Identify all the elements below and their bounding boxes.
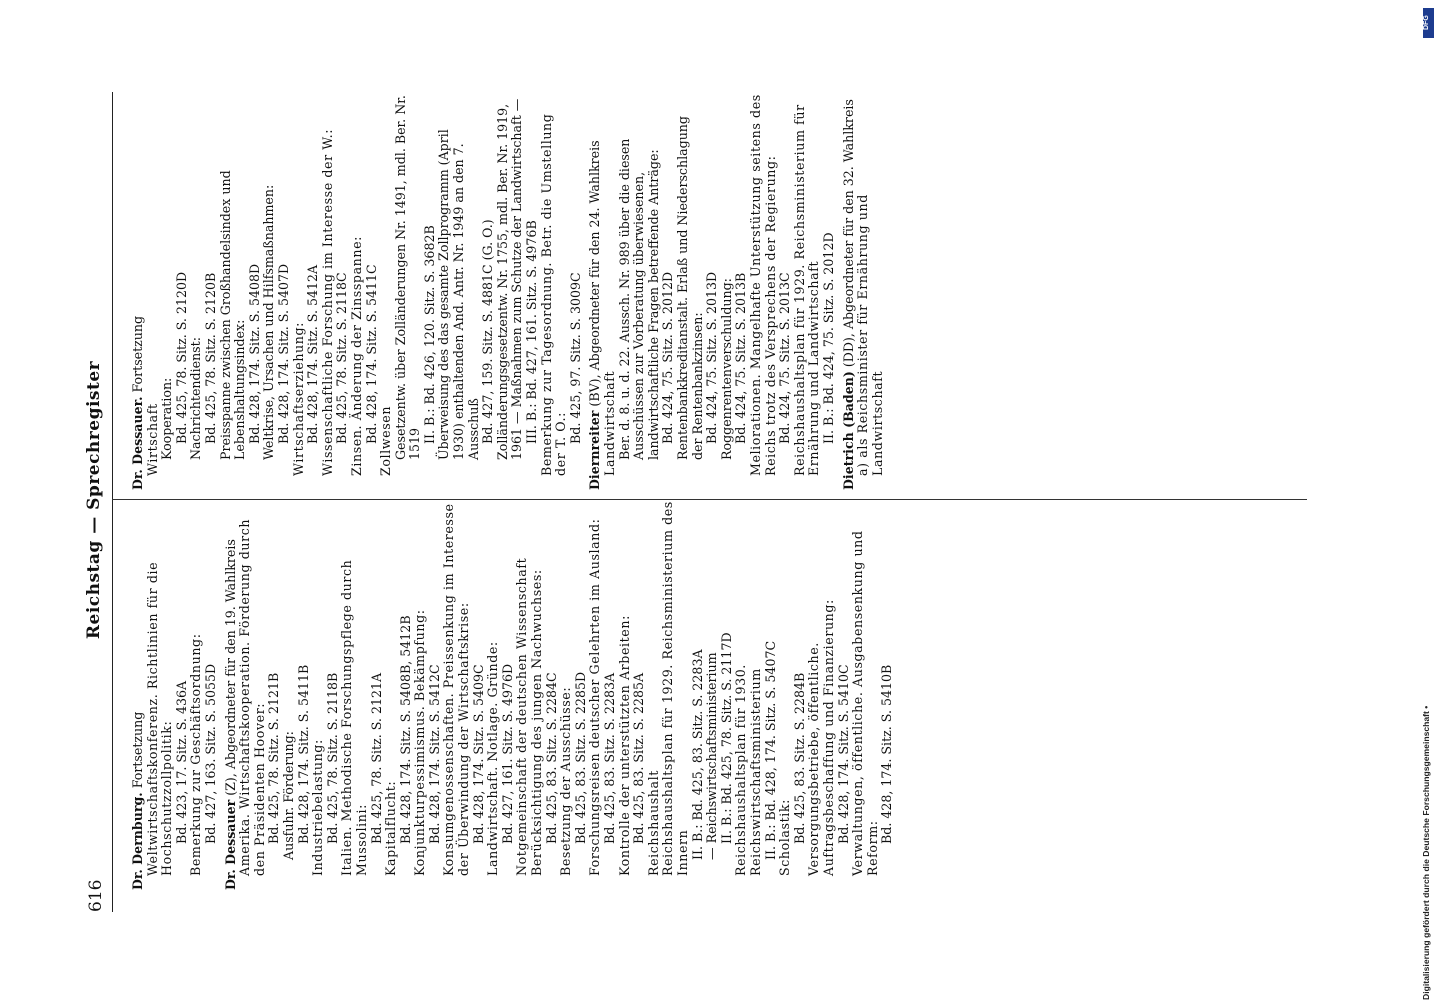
header-rule: [112, 92, 113, 912]
speaker-name: Dietrich (Baden): [840, 371, 856, 490]
speaker-name: Diernreiter: [587, 410, 603, 490]
reference-line: Bd. 428, 174. Sitz. S. 5410C: [835, 664, 851, 844]
topic-line: Weltkrise, Ursachen und Hilfsmaßnahmen:: [261, 184, 277, 460]
speaker-info: Fortsetzung: [130, 315, 145, 397]
topic-line: Konsumgenossenschaften. Preissenkung im Interesse der Überwindung der Wirtschaftskrise:: [441, 503, 472, 876]
topic-line: Konjunkturpessimismus. Bekämpfung:: [412, 609, 428, 876]
reference-line: Bd. 425, 78. Sitz. S. 2120B: [202, 272, 218, 444]
reference-line: Bd. 425, 78. Sitz. S. 2121B: [266, 672, 282, 844]
speaker-info: (DD), Abgeordneter für den 32. Wahlkreis: [840, 99, 856, 372]
reference-line: Bd. 424, 75. Sitz. S. 2013C: [777, 272, 793, 444]
topic-line: Ausfuhr. Förderung:: [280, 731, 296, 860]
topic-line: Wissenschaftliche Forschung im Interesse der W.:: [319, 128, 335, 476]
reference-line: Bd. 428, 174. Sitz. S. 5408B, 5412B: [397, 615, 413, 844]
topic-line: Reichshaushaltsplan für 1930. Reichswirtschaftsministerium: [733, 664, 763, 876]
topic-line: II. B.: Bd. 425, 83. Sitz. S. 2283A: [689, 649, 705, 860]
topic-line: Landwirtschaft. Notlage. Gründe:: [485, 641, 501, 876]
entry-heading: [131, 494, 146, 890]
reference-line: II. B.: Bd. 425, 78. Sitz. S. 2117D: [718, 632, 734, 844]
topic-line: Reichshaushaltsplan für 1929. Reichsministerium für Ernährung und Landwirtschaft: [791, 104, 822, 476]
entry-heading: [224, 494, 239, 890]
topic-line: Zollwesen: [378, 405, 394, 476]
topic-line: Besetzung der Ausschüsse:: [558, 686, 574, 876]
reference-line: Bd. 428, 174. Sitz. S. 5412C: [426, 664, 442, 844]
topic-line: Versorgungsbetriebe, öffentliche. Auftragsbeschaffung und Finanzierung:: [806, 599, 836, 876]
speaker-name: Dr. Dernburg.: [130, 792, 145, 890]
reference-line: Bd. 428, 174. Sitz. S. 5409C: [470, 664, 486, 844]
reference-line: Bd. 427, 161. Sitz. S. 4976D: [499, 663, 515, 844]
reference-line: Bd. 428, 174. Sitz. S. 5407D: [275, 263, 291, 444]
page-title: Reichstag — Sprechregister: [84, 360, 104, 640]
topic-line: Preisspanne zwischen Großhandelsindex und Lebenshaltungsindex:: [217, 170, 248, 460]
topic-line: Weltwirtschaftskonferenz. Richtlinien für die Hochschutzzollpolitik:: [144, 561, 175, 876]
reference-line: Bd. 425, 78. Sitz. S. 2118C: [334, 272, 350, 444]
reference-line: Bd. 425, 83. Sitz. S. 2283A: [602, 672, 617, 844]
topic-line: Rentenbankkreditanstalt. Erlaß und Niederschlagung der Rentenbankzinsen:: [674, 116, 705, 460]
dfg-logo: DFG: [1423, 8, 1434, 38]
reference-line: Bd. 424, 75. Sitz. S. 2013B: [733, 272, 749, 444]
topic-line: a) als Reichsminister für Ernährung und Landwirtschaft: [855, 194, 885, 476]
page-number: 616: [86, 879, 106, 912]
reference-line: Bd. 428, 174. Sitz. S. 5410B: [879, 664, 895, 844]
topic-line: Kontrolle der unterstützten Arbeiten:: [616, 615, 632, 876]
reference-line: Bd. 428, 174. Sitz. S. 5412A: [305, 264, 321, 444]
reference-line: Bd. 425, 78. Sitz. S. 2121A: [368, 672, 384, 844]
topic-line: Wirtschaftserziehung:: [290, 322, 306, 476]
topic-line: Kooperation:: [159, 377, 175, 460]
reference-line: Bd. 425, 83. Sitz. S. 2285A: [631, 672, 647, 844]
reference-line: Bd. 425, 97. Sitz. S. 3009C: [567, 272, 583, 444]
topic-line: Forschungsreisen deutscher Gelehrten im Ausland:: [587, 518, 603, 876]
reference-line: II. B.: Bd. 426, 120. Sitz. S. 3682B: [421, 225, 437, 444]
reference-line: Bd. 427, 163. Sitz. S. 5055D: [202, 663, 218, 844]
topic-line: Amerika. Wirtschaftskooperation. Förderung durch den Präsidenten Hoover:: [237, 518, 267, 876]
topic-line: Scholastik:: [777, 799, 793, 876]
reference-line: Bd. 423, 17. Sitz. S. 436A: [173, 680, 189, 844]
topic-line: Zinsen. Änderung der Zinsspanne:: [348, 236, 364, 476]
speaker-info: (BV), Abgeordneter für den 24. Wahlkreis: [587, 140, 603, 411]
topic-line: Reichshaushalt: [645, 770, 661, 876]
topic-line: Verwaltungen, öffentliche. Ausgabensenkung und Reform:: [850, 530, 880, 876]
speaker-name: Dr. Dessauer: [222, 799, 238, 890]
topic-line: Bemerkung zur Geschäftsordnung:: [188, 633, 204, 876]
topic-line: Kapitalflucht:: [383, 780, 399, 876]
entry-heading: [131, 94, 146, 490]
reference-line: Bd. 427, 159. Sitz. S. 4881C (G. O.): [480, 219, 496, 444]
right-column: [126, 94, 885, 490]
topic-line: II. B.: Bd. 428, 174. Sitz. S. 5407C: [762, 640, 778, 860]
reference-line: Bd. 424, 75. Sitz. S. 2012D: [660, 271, 676, 444]
topic-line: Überweisung des das gesamte Zollprogramm (April 1930) enthaltenden And. Antr. Nr. 1949 an den 7. Ausschuß: [436, 129, 481, 460]
reference-line: Bd. 425, 78. Sitz. S. 2118B: [324, 672, 340, 844]
topic-line: Notgemeinschaft der deutschen Wissenschaft Berücksichtigung des jungen Nachwuchses:: [514, 557, 545, 876]
topic-line: Meliorationen. Mangelhafte Unterstützung seitens des Reichs trotz des Versprechens der Regierung:: [747, 94, 778, 476]
reference-line: III. B.: Bd. 427, 161. Sitz. S. 4976B: [524, 220, 540, 444]
topic-line: Landwirtschaft: [602, 370, 617, 476]
topic-line: Zolländerungsgesetzentw. Nr. 1755, mdl. Ber. Nr. 1919, 1961 — Maßnahmen zum Schutze der Landwirtschaft —: [494, 98, 525, 460]
topic-line: Ber. d. 8. u. d. 22. Aussch. Nr. 989 über die diesen Ausschüssen zur Vorberatung überwiesenen, landwirtschaftliche Fragen betreffende Anträge:: [616, 138, 661, 460]
entry-heading: [588, 94, 603, 490]
topic-line: Reichshaushaltsplan für 1929. Reichsministerium des Innern: [660, 501, 690, 876]
topic-line: Nachrichtendienst:: [188, 337, 204, 460]
footer-credit: Digitalisierung gefördert durch die Deutsche Forschungsgemeinschaft •: [1421, 705, 1431, 1000]
topic-line: — Reichswirtschaftsministerium: [704, 652, 720, 860]
reference-line: Bd. 425, 78. Sitz. S. 2120D: [173, 271, 189, 444]
entry-heading: [842, 94, 857, 490]
speaker-info: (Z), Abgeordneter für den 19. Wahlkreis: [222, 539, 238, 800]
speaker-name: Dr. Dessauer.: [130, 396, 145, 490]
reference-line: Bd. 428, 174. Sitz. S. 5411C: [363, 264, 379, 444]
topic-line: Italien. Methodische Forschungspflege durch Mussolini:: [339, 559, 369, 876]
topic-line: Gesetzentw. über Zolländerungen Nr. 1491, mdl. Ber. Nr. 1519: [392, 95, 423, 460]
reference-line: Bd. 428, 174. Sitz. S. 5408D: [246, 263, 262, 444]
topic-line: Industriebelastung:: [310, 739, 326, 876]
reference-line: Bd. 425, 83. Sitz. S. 2284B: [791, 672, 807, 844]
speaker-info: Fortsetzung: [130, 711, 145, 793]
reference-line: Bd. 425, 83. Sitz. S. 2285D: [572, 671, 588, 844]
topic-line: Roggenrentenverschuldung:: [718, 278, 734, 460]
topic-line: Bemerkung zur Tagesordnung. Betr. die Umstellung der T. O.:: [538, 113, 569, 476]
reference-line: Bd. 424, 75. Sitz. S. 2013D: [704, 271, 720, 444]
topic-line: Wirtschaft: [144, 403, 160, 476]
reference-line: Bd. 428, 174. Sitz. S. 5411B: [295, 664, 311, 844]
reference-line: Bd. 425, 83. Sitz. S. 2284C: [543, 672, 559, 844]
left-column: [126, 494, 895, 890]
reference-line: II. B.: Bd. 424, 75. Sitz. S. 2012D: [820, 232, 836, 444]
